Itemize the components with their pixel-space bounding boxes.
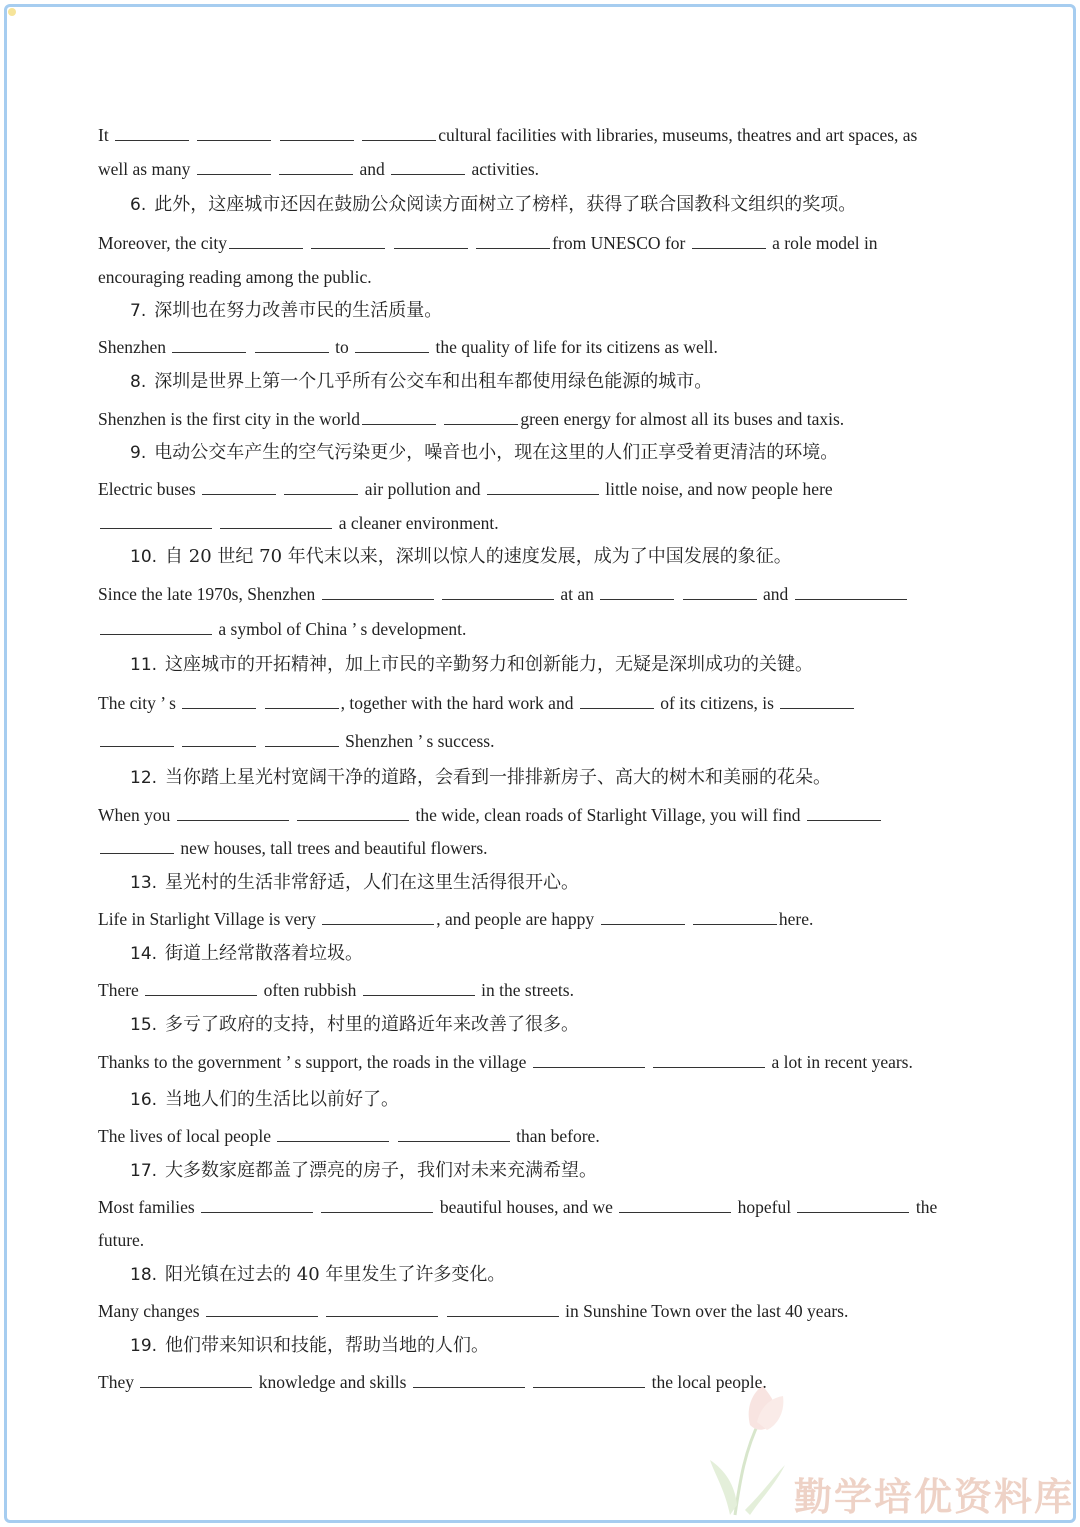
- sentence-text: [214, 513, 218, 533]
- sentence-text: , and people are happy: [436, 909, 599, 929]
- sentence-text: the: [911, 1197, 938, 1217]
- sentence-text: It: [98, 125, 114, 145]
- sentence-text: 当你踏上星光村宽阔干净的道路，会看到一排排新房子、高大的树木和美丽的花朵。: [165, 767, 832, 788]
- answer-blank[interactable]: [182, 706, 256, 709]
- chinese-prompt-line: [130, 872, 579, 894]
- sentence-text: [647, 1052, 651, 1072]
- sentence-text: a cleaner environment.: [334, 513, 499, 533]
- sentence-text: Since the late 1970s, Shenzhen: [98, 584, 320, 604]
- sentence-text: [273, 125, 277, 145]
- sentence-text: 他们带来知识和技能，帮助当地的人们。: [165, 1335, 490, 1356]
- answer-blank[interactable]: [398, 1139, 510, 1142]
- sentence-text: little noise, and now people here: [600, 479, 833, 499]
- answer-blank[interactable]: [220, 526, 332, 529]
- answer-blank[interactable]: [363, 993, 475, 996]
- answer-blank[interactable]: [797, 1210, 909, 1213]
- sentence-text: to: [330, 337, 354, 357]
- answer-blank[interactable]: [206, 1314, 318, 1317]
- sentence-text: [176, 731, 180, 751]
- answer-blank[interactable]: [447, 1314, 559, 1317]
- chinese-prompt-line: [130, 546, 792, 568]
- answer-blank[interactable]: [442, 597, 554, 600]
- sentence-text: 大多数家庭都盖了漂亮的房子，我们对未来充满希望。: [165, 1160, 598, 1181]
- answer-blank[interactable]: [182, 744, 256, 747]
- answer-blank[interactable]: [297, 818, 409, 821]
- sentence-text: of its citizens, is: [655, 693, 779, 713]
- sentence-text: knowledge and skills: [254, 1372, 411, 1392]
- sentence-text: 阳光镇在过去的 40 年里发生了许多变化。: [165, 1264, 506, 1285]
- answer-blank[interactable]: [692, 246, 766, 249]
- answer-blank[interactable]: [394, 246, 468, 249]
- sentence-text: and: [355, 159, 390, 179]
- sentence-text: a symbol of China ’ s development.: [214, 619, 467, 639]
- answer-blank[interactable]: [100, 632, 212, 635]
- chinese-prompt-line: [130, 1335, 489, 1357]
- chinese-prompt-line: [130, 654, 813, 676]
- question-number: 9.: [130, 443, 147, 463]
- answer-blank[interactable]: [533, 1065, 645, 1068]
- english-sentence-line: [98, 730, 494, 752]
- sentence-text: 当地人们的生活比以前好了。: [165, 1089, 400, 1110]
- chinese-prompt-line: [130, 767, 831, 789]
- sentence-text: [273, 159, 277, 179]
- sentence-text: [191, 125, 195, 145]
- answer-blank[interactable]: [265, 706, 339, 709]
- answer-blank[interactable]: [115, 138, 189, 141]
- sentence-text: [305, 233, 309, 253]
- sentence-text: There: [98, 980, 144, 1000]
- sentence-text: [440, 1301, 444, 1321]
- sentence-text: [391, 1126, 395, 1146]
- answer-blank[interactable]: [444, 422, 518, 425]
- sentence-text: 星光村的生活非常舒适，人们在这里生活得很开心。: [165, 872, 580, 893]
- sentence-text: [278, 479, 282, 499]
- sentence-text: often rubbish: [259, 980, 361, 1000]
- answer-blank[interactable]: [619, 1210, 731, 1213]
- sentence-text: activities.: [467, 159, 540, 179]
- english-sentence-line: [98, 979, 574, 1001]
- answer-blank[interactable]: [311, 246, 385, 249]
- sentence-text: [320, 1301, 324, 1321]
- sentence-text: and: [758, 584, 793, 604]
- sentence-text: at an: [556, 584, 599, 604]
- english-sentence-line: [98, 908, 813, 930]
- answer-blank[interactable]: [255, 350, 329, 353]
- chinese-prompt-line: [130, 1264, 505, 1286]
- english-sentence-line: [98, 408, 844, 430]
- answer-blank[interactable]: [600, 597, 674, 600]
- english-sentence-line: [98, 804, 883, 826]
- answer-blank[interactable]: [197, 138, 271, 141]
- answer-blank[interactable]: [653, 1065, 765, 1068]
- english-sentence-line: [98, 512, 499, 534]
- question-number: 8.: [130, 372, 147, 392]
- sentence-text: [387, 233, 391, 253]
- sentence-text: in the streets.: [476, 980, 574, 1000]
- answer-blank[interactable]: [362, 138, 436, 141]
- sentence-text: [248, 337, 252, 357]
- answer-blank[interactable]: [172, 350, 246, 353]
- sentence-text: [527, 1372, 531, 1392]
- chinese-prompt-line: [130, 194, 856, 216]
- sentence-text: the quality of life for its citizens as well.: [431, 337, 718, 357]
- answer-blank[interactable]: [693, 922, 777, 925]
- sentence-text: than before.: [511, 1126, 600, 1146]
- sentence-text: new houses, tall trees and beautiful flowers.: [176, 838, 488, 858]
- corner-mark: [8, 8, 16, 16]
- chinese-prompt-line: [130, 442, 838, 464]
- english-sentence-line: [98, 158, 539, 180]
- answer-blank[interactable]: [229, 246, 303, 249]
- answer-blank[interactable]: [601, 922, 685, 925]
- sentence-text: the wide, clean roads of Starlight Village, you will find: [411, 805, 805, 825]
- sentence-text: Thanks to the government ’ s support, the roads in the village: [98, 1052, 531, 1072]
- answer-blank[interactable]: [355, 350, 429, 353]
- sentence-text: 这座城市的开拓精神，加上市民的辛勤努力和创新能力，无疑是深圳成功的关键。: [165, 654, 814, 675]
- answer-blank[interactable]: [280, 138, 354, 141]
- english-sentence-line: [98, 618, 466, 640]
- answer-blank[interactable]: [322, 922, 434, 925]
- sentence-text: , together with the hard work and: [340, 693, 578, 713]
- sentence-text: [676, 584, 680, 604]
- sentence-text: [258, 693, 262, 713]
- question-number: 11.: [130, 655, 158, 675]
- watermark-text: 勤学培优资料库: [793, 1475, 1074, 1519]
- answer-blank[interactable]: [177, 818, 289, 821]
- answer-blank[interactable]: [683, 597, 757, 600]
- sentence-text: Life in Starlight Village is very: [98, 909, 321, 929]
- chinese-prompt-line: [130, 371, 712, 393]
- chinese-prompt-line: [130, 300, 442, 322]
- english-sentence-line: [98, 583, 909, 605]
- question-number: 15.: [130, 1015, 158, 1035]
- sentence-text: green energy for almost all its buses and taxis.: [520, 409, 845, 429]
- sentence-text: [470, 233, 474, 253]
- sentence-text: [258, 731, 262, 751]
- answer-blank[interactable]: [487, 492, 599, 495]
- answer-blank[interactable]: [413, 1385, 525, 1388]
- sentence-text: air pollution and: [360, 479, 485, 499]
- answer-blank[interactable]: [326, 1314, 438, 1317]
- sentence-text: a role model in: [767, 233, 878, 253]
- answer-blank[interactable]: [533, 1385, 645, 1388]
- sentence-text: from UNESCO for: [552, 233, 690, 253]
- answer-blank[interactable]: [795, 597, 907, 600]
- answer-blank[interactable]: [201, 1210, 313, 1213]
- answer-blank[interactable]: [580, 706, 654, 709]
- answer-blank[interactable]: [100, 526, 212, 529]
- sentence-text: Shenzhen ’ s success.: [340, 731, 495, 751]
- english-sentence-line: [98, 336, 718, 358]
- question-number: 18.: [130, 1265, 158, 1285]
- sentence-text: 深圳也在努力改善市民的生活质量。: [154, 300, 443, 321]
- sentence-text: Most families: [98, 1197, 200, 1217]
- sentence-text: [315, 1197, 319, 1217]
- sentence-text: 街道上经常散落着垃圾。: [165, 943, 364, 964]
- answer-blank[interactable]: [780, 706, 854, 709]
- sentence-text: here.: [778, 909, 814, 929]
- answer-blank[interactable]: [284, 492, 358, 495]
- sentence-text: 多亏了政府的支持，村里的道路近年来改善了很多。: [165, 1014, 580, 1035]
- sentence-text: 此外，这座城市还因在鼓励公众阅读方面树立了榜样，获得了联合国教科文组织的奖项。: [154, 194, 857, 215]
- sentence-text: [436, 584, 440, 604]
- sentence-text: 自 20 世纪 70 年代末以来，深圳以惊人的速度发展，成为了中国发展的象征。: [165, 546, 792, 567]
- question-number: 13.: [130, 873, 158, 893]
- chinese-prompt-line: [130, 943, 363, 965]
- sentence-text: The city ’ s: [98, 693, 181, 713]
- sentence-text: cultural facilities with libraries, museums, theatres and art spaces, as: [438, 125, 918, 145]
- sentence-text: a lot in recent years.: [767, 1052, 913, 1072]
- sentence-text: the local people.: [647, 1372, 767, 1392]
- question-number: 12.: [130, 768, 158, 788]
- answer-blank[interactable]: [807, 818, 881, 821]
- answer-blank[interactable]: [279, 172, 353, 175]
- sentence-text: encouraging reading among the public.: [98, 267, 372, 287]
- english-sentence-line: [98, 1229, 144, 1251]
- answer-blank[interactable]: [277, 1139, 389, 1142]
- sentence-text: Many changes: [98, 1301, 204, 1321]
- english-sentence-line: [98, 692, 856, 714]
- sentence-text: in Sunshine Town over the last 40 years.: [560, 1301, 849, 1321]
- answer-blank[interactable]: [100, 851, 174, 854]
- question-number: 19.: [130, 1336, 158, 1356]
- sentence-text: Shenzhen is the first city in the world: [98, 409, 360, 429]
- english-sentence-line: [98, 1125, 600, 1147]
- sentence-text: [356, 125, 360, 145]
- english-sentence-line: [98, 266, 372, 288]
- answer-blank[interactable]: [476, 246, 550, 249]
- english-sentence-line: [98, 1051, 913, 1073]
- answer-blank[interactable]: [202, 492, 276, 495]
- question-number: 17.: [130, 1161, 158, 1181]
- english-sentence-line: [98, 124, 917, 146]
- answer-blank[interactable]: [140, 1385, 252, 1388]
- sentence-text: The lives of local people: [98, 1126, 276, 1146]
- english-sentence-line: [98, 837, 488, 859]
- english-sentence-line: [98, 1196, 937, 1218]
- question-number: 16.: [130, 1090, 158, 1110]
- answer-blank[interactable]: [197, 172, 271, 175]
- sentence-text: 深圳是世界上第一个几乎所有公交车和出租车都使用绿色能源的城市。: [154, 371, 713, 392]
- chinese-prompt-line: [130, 1014, 579, 1036]
- sentence-text: beautiful houses, and we: [435, 1197, 618, 1217]
- english-sentence-line: [98, 1300, 848, 1322]
- sentence-text: [687, 909, 691, 929]
- question-number: 14.: [130, 944, 158, 964]
- chinese-prompt-line: [130, 1089, 399, 1111]
- english-sentence-line: [98, 1371, 767, 1393]
- english-sentence-line: [98, 478, 833, 500]
- sentence-text: Electric buses: [98, 479, 201, 499]
- sentence-text: [438, 409, 442, 429]
- answer-blank[interactable]: [145, 993, 257, 996]
- question-number: 7.: [130, 301, 147, 321]
- answer-blank[interactable]: [100, 744, 174, 747]
- sentence-text: hopeful: [733, 1197, 796, 1217]
- answer-blank[interactable]: [265, 744, 339, 747]
- sentence-text: future.: [98, 1230, 145, 1250]
- answer-blank[interactable]: [362, 422, 436, 425]
- sentence-text: well as many: [98, 159, 195, 179]
- sentence-text: Shenzhen: [98, 337, 171, 357]
- chinese-prompt-line: [130, 1160, 597, 1182]
- question-number: 10.: [130, 547, 158, 567]
- answer-blank[interactable]: [322, 597, 434, 600]
- sentence-text: Moreover, the city: [98, 233, 228, 253]
- answer-blank[interactable]: [321, 1210, 433, 1213]
- answer-blank[interactable]: [391, 172, 465, 175]
- sentence-text: When you: [98, 805, 175, 825]
- sentence-text: [291, 805, 295, 825]
- sentence-text: They: [98, 1372, 139, 1392]
- sentence-text: 电动公交车产生的空气污染更少，噪音也小，现在这里的人们正享受着更清洁的环境。: [154, 442, 839, 463]
- question-number: 6.: [130, 195, 147, 215]
- english-sentence-line: [98, 232, 878, 254]
